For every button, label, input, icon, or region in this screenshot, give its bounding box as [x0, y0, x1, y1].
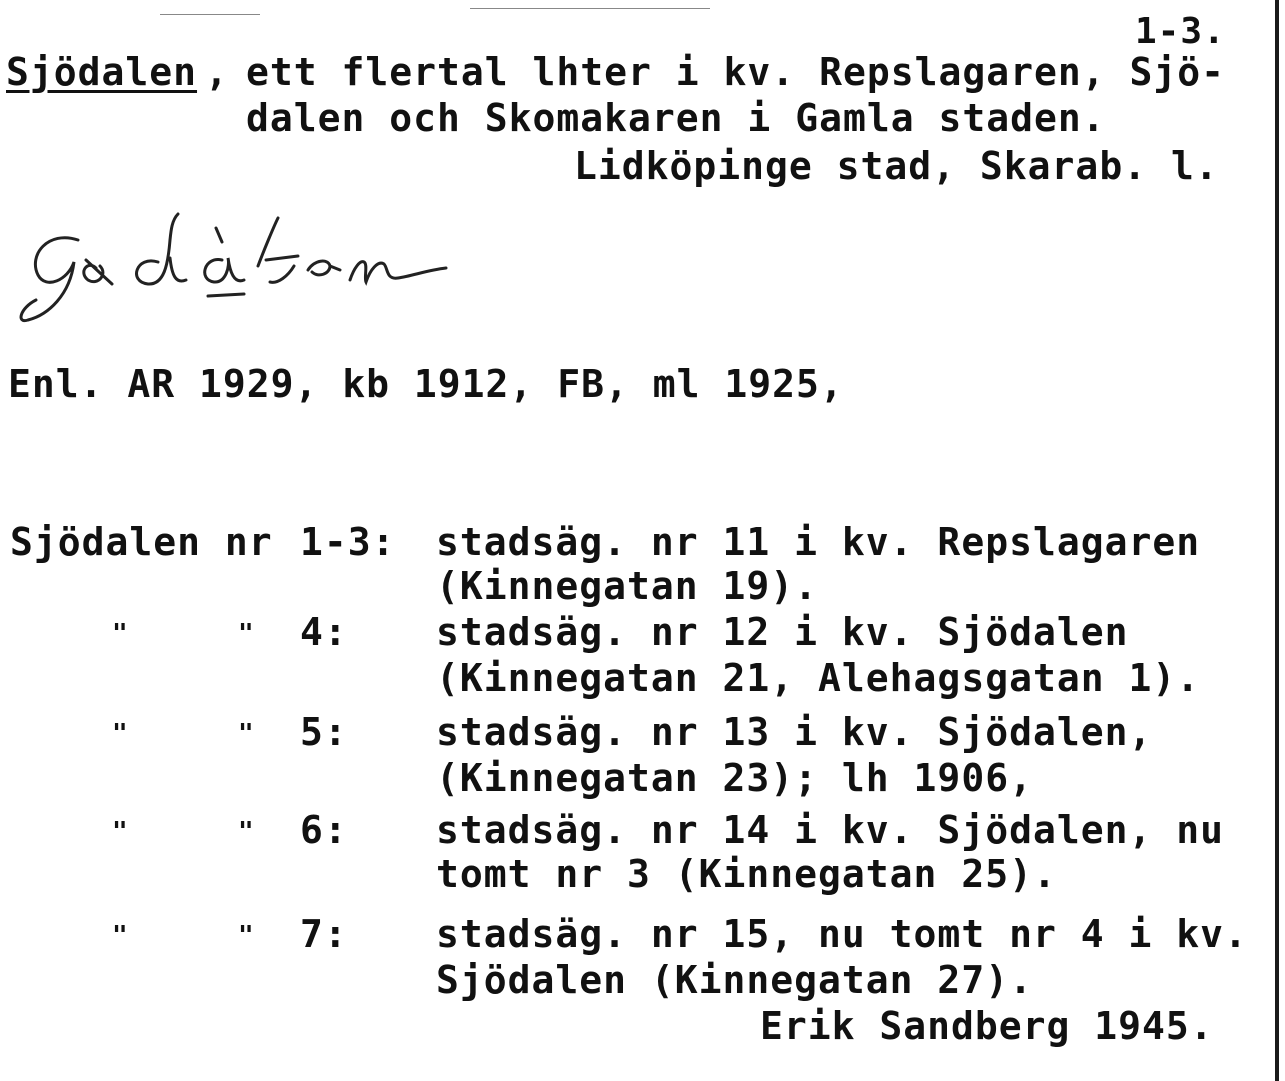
- description-line-1: ett flertal lhter i kv. Repslagaren, Sjö-: [246, 50, 1225, 94]
- signature-line: Erik Sandberg 1945.: [760, 1004, 1214, 1048]
- ditto-mark: ": [112, 719, 129, 749]
- ditto-mark: ": [238, 921, 255, 951]
- ditto-mark: ": [112, 921, 129, 951]
- entry-line-2: (Kinnegatan 21, Alehagsgatan 1).: [436, 656, 1201, 700]
- entry-number: 1-3:: [300, 520, 396, 564]
- card-title: Sjödalen: [6, 50, 198, 94]
- entry-line-1: stadsäg. nr 11 i kv. Repslagaren: [436, 520, 1201, 564]
- entry-line-2: Sjödalen (Kinnegatan 27).: [436, 958, 1033, 1002]
- entry-line-2: tomt nr 3 (Kinnegatan 25).: [436, 852, 1057, 896]
- scan-speck: [470, 8, 710, 9]
- entry-number: 4:: [300, 610, 348, 654]
- card-edge-border: [1275, 0, 1279, 1081]
- entry-number: 5:: [300, 710, 348, 754]
- ditto-mark: ": [112, 619, 129, 649]
- entry-line-1: stadsäg. nr 14 i kv. Sjödalen, nu: [436, 808, 1224, 852]
- scan-speck: [160, 14, 260, 15]
- title-comma: ,: [205, 50, 229, 94]
- entry-line-2: (Kinnegatan 23); lh 1906,: [436, 756, 1033, 800]
- sources-line: Enl. AR 1929, kb 1912, FB, ml 1925,: [8, 362, 844, 406]
- handwritten-pronunciation: [8, 200, 478, 340]
- entry-line-1: stadsäg. nr 13 i kv. Sjödalen,: [436, 710, 1153, 754]
- entry-line-1: stadsäg. nr 15, nu tomt nr 4 i kv.: [436, 912, 1248, 956]
- ditto-mark: ": [112, 817, 129, 847]
- card-reference-number: 1-3.: [1135, 11, 1226, 52]
- entry-line-2: (Kinnegatan 19).: [436, 564, 819, 608]
- ditto-mark: ": [238, 719, 255, 749]
- ditto-mark: ": [238, 817, 255, 847]
- location-line: Lidköpinge stad, Skarab. l.: [574, 144, 1219, 188]
- entry-number: 6:: [300, 808, 348, 852]
- description-line-2: dalen och Skomakaren i Gamla staden.: [246, 96, 1106, 140]
- ditto-mark: ": [238, 619, 255, 649]
- entry-number: 7:: [300, 912, 348, 956]
- entry-label: Sjödalen nr: [10, 520, 273, 564]
- entry-line-1: stadsäg. nr 12 i kv. Sjödalen: [436, 610, 1129, 654]
